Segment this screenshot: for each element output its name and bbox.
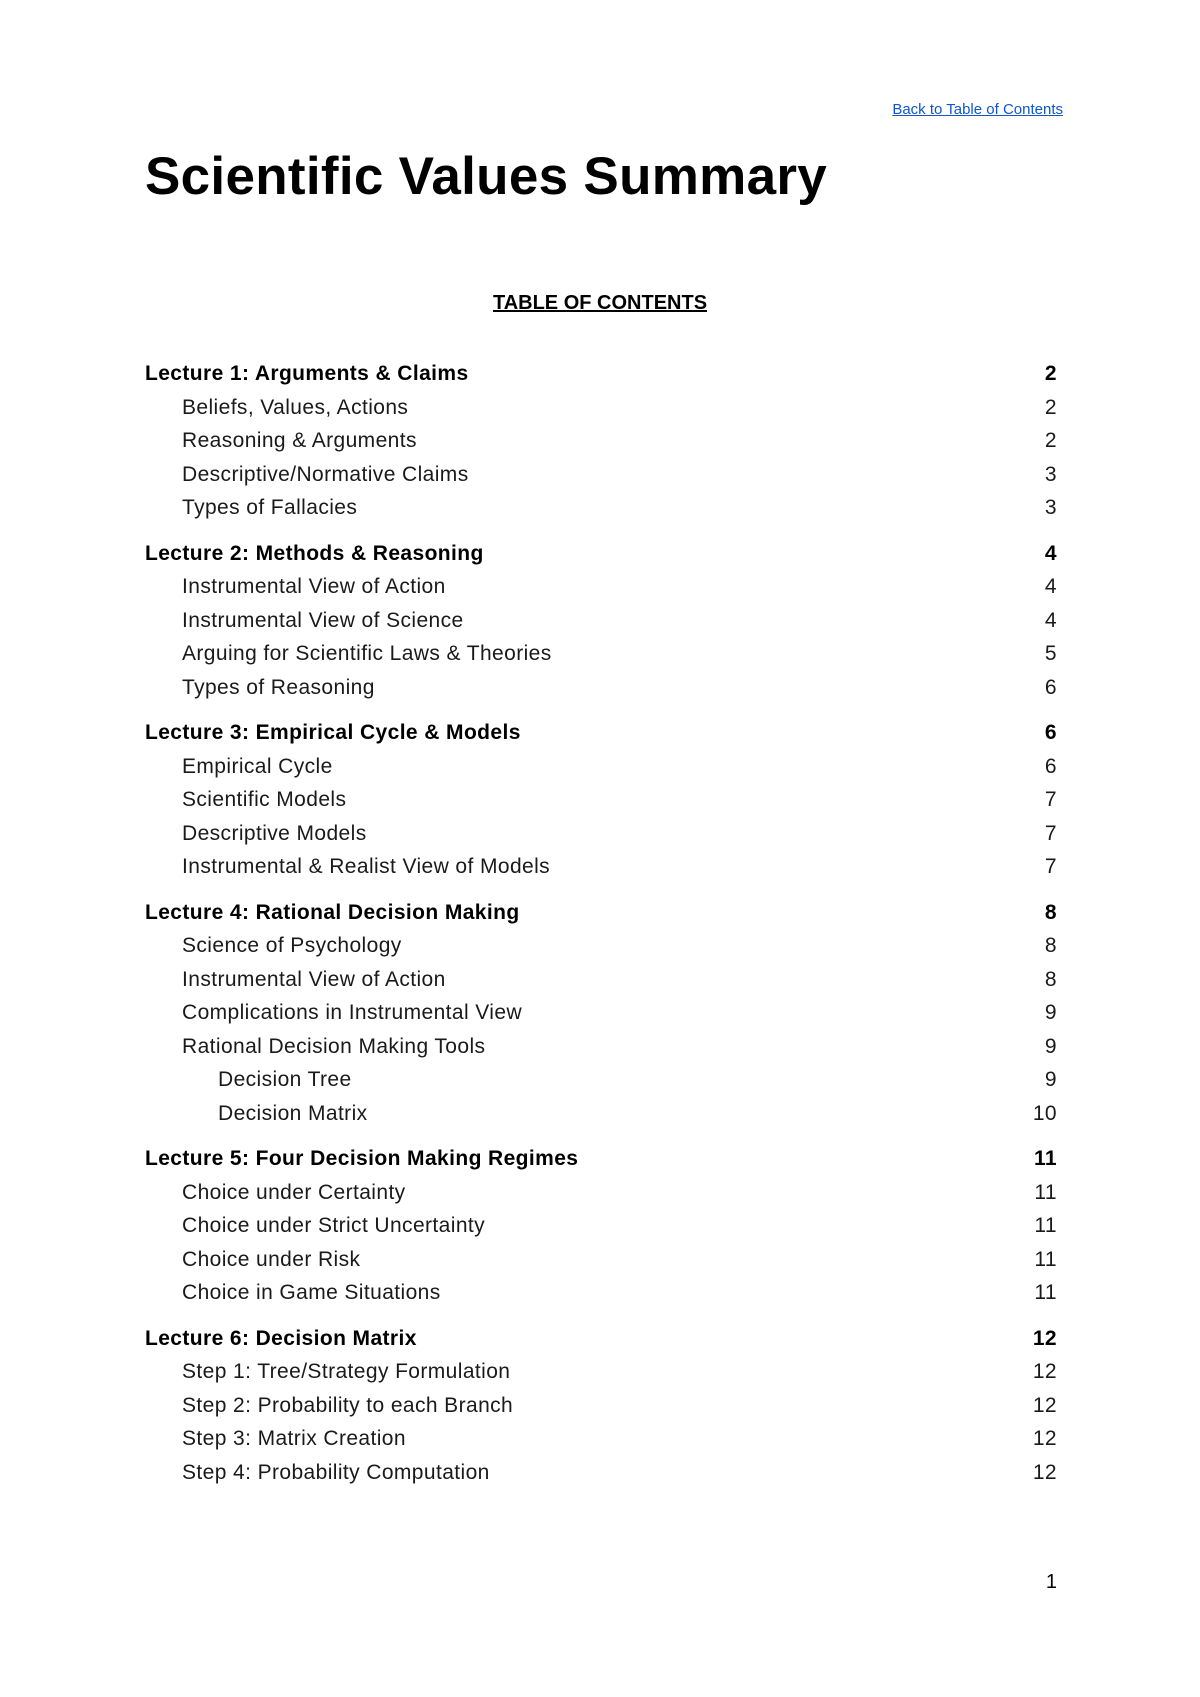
toc-entry-page[interactable]: 8 (1044, 967, 1057, 991)
toc-entry-page[interactable]: 7 (1044, 788, 1057, 811)
toc-entry-page[interactable]: 5 (1044, 642, 1057, 665)
toc-entry-title[interactable]: Types of Reasoning (182, 675, 375, 699)
toc-entry-title[interactable]: Choice under Risk (182, 1247, 361, 1271)
toc-subentry[interactable] (145, 850, 1057, 884)
toc-entry-title[interactable]: Instrumental & Realist View of Models (182, 855, 551, 878)
toc-lecture-title[interactable]: Lecture 3: Empirical Cycle & Models (145, 721, 521, 744)
toc-entry-title[interactable]: Instrumental View of Action (182, 575, 446, 598)
toc-lecture-page[interactable]: 6 (1044, 721, 1057, 744)
toc-subentry[interactable] (145, 1030, 1057, 1064)
toc-entry-title[interactable]: Reasoning & Arguments (182, 429, 417, 452)
toc-lecture-entry[interactable] (145, 357, 1057, 391)
toc-entry-page[interactable]: 3 (1044, 496, 1057, 519)
toc-section (145, 537, 1057, 705)
toc-lecture-title[interactable]: Lecture 4: Rational Decision Making (145, 900, 520, 924)
toc-subentry[interactable] (145, 1355, 1057, 1389)
toc-subentry[interactable] (145, 570, 1057, 604)
toc-entry-title[interactable]: Instrumental View of Action (182, 967, 446, 991)
toc-entry-title[interactable]: Choice in Game Situations (182, 1281, 441, 1304)
table-of-contents (145, 357, 1057, 1501)
toc-entry-page[interactable]: 4 (1044, 608, 1057, 632)
toc-lecture-page[interactable]: 12 (1032, 1326, 1057, 1350)
toc-subentry[interactable] (145, 491, 1057, 525)
toc-lecture-title[interactable]: Lecture 5: Four Decision Making Regimes (145, 1147, 579, 1170)
toc-entry-page[interactable]: 3 (1044, 462, 1057, 486)
toc-section (145, 896, 1057, 1131)
toc-section (145, 1142, 1057, 1310)
toc-subentry[interactable] (145, 1456, 1057, 1490)
toc-lecture-entry[interactable] (145, 1142, 1057, 1176)
toc-entry-page[interactable]: 11 (1034, 1281, 1057, 1304)
toc-lecture-page[interactable]: 4 (1044, 541, 1057, 565)
toc-entry-title[interactable]: Empirical Cycle (182, 754, 333, 778)
toc-entry-title[interactable]: Descriptive/Normative Claims (182, 462, 469, 486)
toc-entry-title[interactable]: Types of Fallacies (182, 496, 358, 519)
toc-entry-title[interactable]: Instrumental View of Science (182, 608, 464, 632)
toc-entry-page[interactable]: 12 (1032, 1427, 1057, 1450)
toc-subentry[interactable] (145, 424, 1057, 458)
toc-subsubentry[interactable] (145, 1063, 1057, 1097)
toc-entry-page[interactable]: 9 (1044, 1001, 1057, 1024)
toc-subentry[interactable] (145, 391, 1057, 425)
toc-subentry[interactable] (145, 1422, 1057, 1456)
toc-entry-title[interactable]: Step 1: Tree/Strategy Formulation (182, 1360, 511, 1383)
toc-entry-title[interactable]: Decision Tree (218, 1068, 352, 1091)
toc-entry-page[interactable]: 7 (1044, 821, 1057, 845)
toc-entry-title[interactable]: Science of Psychology (182, 934, 402, 957)
toc-entry-title[interactable]: Choice under Certainty (182, 1180, 406, 1204)
toc-lecture-entry[interactable] (145, 896, 1057, 930)
toc-entry-title[interactable]: Descriptive Models (182, 821, 367, 845)
toc-lecture-entry[interactable] (145, 1322, 1057, 1356)
toc-entry-title[interactable]: Step 2: Probability to each Branch (182, 1393, 514, 1417)
toc-subentry[interactable] (145, 1276, 1057, 1310)
toc-entry-title[interactable]: Choice under Strict Uncertainty (182, 1214, 486, 1237)
toc-entry-page[interactable]: 11 (1034, 1180, 1057, 1204)
toc-entry-title[interactable]: Complications in Instrumental View (182, 1001, 523, 1024)
toc-lecture-title[interactable]: Lecture 6: Decision Matrix (145, 1326, 417, 1350)
toc-subentry[interactable] (145, 1176, 1057, 1210)
toc-entry-page[interactable]: 6 (1044, 675, 1057, 699)
toc-lecture-entry[interactable] (145, 716, 1057, 750)
toc-lecture-entry[interactable] (145, 537, 1057, 571)
toc-entry-page[interactable]: 6 (1044, 754, 1057, 778)
toc-entry-title[interactable]: Arguing for Scientific Laws & Theories (182, 642, 552, 665)
toc-entry-page[interactable]: 8 (1044, 934, 1057, 957)
toc-entry-page[interactable]: 2 (1044, 395, 1057, 419)
toc-entry-page[interactable]: 2 (1044, 429, 1057, 452)
toc-subentry[interactable] (145, 817, 1057, 851)
toc-subentry[interactable] (145, 750, 1057, 784)
toc-entry-title[interactable]: Decision Matrix (218, 1101, 368, 1125)
toc-section (145, 716, 1057, 884)
toc-subentry[interactable] (145, 1389, 1057, 1423)
back-to-toc-link[interactable]: Back to Table of Contents (892, 101, 1063, 118)
toc-entry-title[interactable]: Step 3: Matrix Creation (182, 1427, 406, 1450)
toc-subentry[interactable] (145, 1209, 1057, 1243)
toc-entry-page[interactable]: 12 (1032, 1360, 1057, 1383)
toc-entry-title[interactable]: Beliefs, Values, Actions (182, 395, 409, 419)
page-number: 1 (1045, 1571, 1057, 1593)
toc-subentry[interactable] (145, 783, 1057, 817)
toc-subentry[interactable] (145, 604, 1057, 638)
toc-subentry[interactable] (145, 458, 1057, 492)
toc-entry-page[interactable]: 11 (1034, 1247, 1057, 1271)
toc-section (145, 357, 1057, 525)
toc-subentry[interactable] (145, 1243, 1057, 1277)
toc-section (145, 1322, 1057, 1490)
toc-entry-title[interactable]: Step 4: Probability Computation (182, 1460, 490, 1484)
toc-lecture-title[interactable]: Lecture 1: Arguments & Claims (145, 362, 469, 385)
toc-subentry[interactable] (145, 963, 1057, 997)
document-title: Scientific Values Summary (145, 147, 828, 206)
toc-heading: TABLE OF CONTENTS (492, 292, 708, 314)
toc-subentry[interactable] (145, 996, 1057, 1030)
toc-entry-page[interactable]: 12 (1032, 1393, 1057, 1417)
toc-lecture-page[interactable]: 11 (1034, 1147, 1057, 1170)
toc-lecture-page[interactable]: 8 (1044, 900, 1057, 924)
toc-entry-page[interactable]: 11 (1034, 1214, 1057, 1237)
toc-subentry[interactable] (145, 671, 1057, 705)
toc-subsubentry[interactable] (145, 1097, 1057, 1131)
toc-entry-title[interactable]: Scientific Models (182, 788, 347, 811)
toc-entry-page[interactable]: 9 (1044, 1068, 1057, 1091)
toc-entry-page[interactable]: 9 (1044, 1034, 1057, 1058)
toc-lecture-page[interactable]: 2 (1044, 362, 1057, 385)
toc-subentry[interactable] (145, 637, 1057, 671)
toc-entry-title[interactable]: Rational Decision Making Tools (182, 1034, 486, 1058)
toc-subentry[interactable] (145, 929, 1057, 963)
toc-entry-page[interactable]: 7 (1044, 855, 1057, 878)
toc-lecture-title[interactable]: Lecture 2: Methods & Reasoning (145, 541, 484, 565)
toc-entry-page[interactable]: 10 (1032, 1101, 1057, 1125)
toc-entry-page[interactable]: 4 (1044, 575, 1057, 598)
toc-entry-page[interactable]: 12 (1032, 1460, 1057, 1484)
